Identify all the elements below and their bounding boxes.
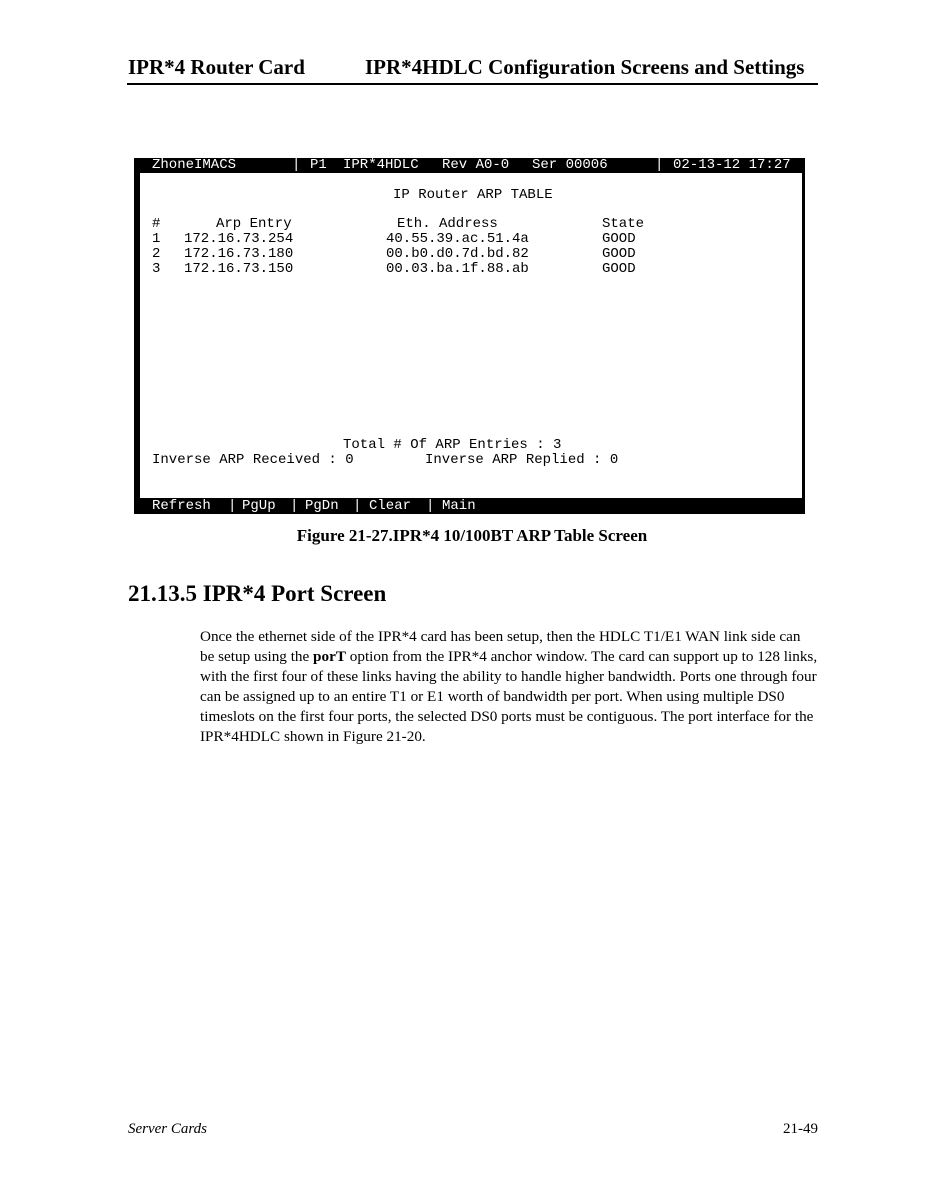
separator: |	[292, 157, 301, 173]
column-header-state: State	[602, 216, 645, 232]
page-number: 21-49	[783, 1121, 818, 1137]
table-row	[152, 247, 802, 262]
separator: |	[426, 498, 435, 514]
serial: Ser 00006	[532, 157, 608, 173]
paragraph-text: option from the IPR*4 anchor window. The card can support up to 128 links, with the first four of these links having the ability to handle higher bandwidth. Ports one through four can be assigned up to an entire T1 or E1 worth of bandwidth per port. When using multiple DS0 timeslots on the first four ports, the selected DS0 ports must be contiguous. The port interface for the IPR*4HDLC shown in Figure 21-20.	[200, 648, 818, 745]
menu-pgup[interactable]: PgUp	[242, 498, 276, 514]
column-header-eth-address: Eth. Address	[397, 216, 498, 232]
row-state: GOOD	[602, 261, 636, 277]
total-entries: Total # Of ARP Entries : 3	[343, 437, 562, 453]
running-header-left: IPR*4 Router Card	[128, 55, 305, 79]
header-rule	[127, 83, 818, 85]
row-eth: 40.55.39.ac.51.4a	[386, 231, 529, 247]
row-ip: 172.16.73.150	[184, 261, 294, 277]
separator: |	[655, 157, 664, 173]
figure-caption: Figure 21-27.IPR*4 10/100BT ARP Table Screen	[296, 526, 648, 545]
section-title: 21.13.5 IPR*4 Port Screen	[128, 581, 387, 606]
inverse-arp-replied: Inverse ARP Replied : 0	[425, 452, 619, 468]
body-paragraph	[200, 627, 818, 747]
row-state: GOOD	[602, 231, 636, 247]
inverse-arp-received: Inverse ARP Received : 0	[152, 452, 354, 468]
row-state: GOOD	[602, 246, 636, 262]
separator: |	[353, 498, 362, 514]
revision: Rev A0-0	[442, 157, 510, 173]
slot-label: P1	[310, 157, 327, 173]
separator: |	[228, 498, 237, 514]
row-ip: 172.16.73.254	[184, 231, 294, 247]
paragraph-text: Once the ethernet side of the IPR*4 card has been setup, then the HDLC T1/E1 WAN link side can be setup using the	[200, 628, 801, 665]
terminal-menu-bar	[140, 498, 802, 514]
row-index: 3	[152, 261, 161, 277]
table-row	[152, 232, 802, 247]
screen-title: IP Router ARP TABLE	[393, 187, 553, 203]
terminal-status-bar	[140, 158, 802, 173]
menu-refresh[interactable]: Refresh	[152, 498, 211, 514]
row-ip: 172.16.73.180	[184, 246, 294, 262]
terminal-screenshot	[134, 158, 805, 514]
column-header-index: #	[152, 216, 161, 232]
separator: |	[290, 498, 299, 514]
running-header-right: IPR*4HDLC Configuration Screens and Settings	[365, 55, 805, 79]
system-name: ZhoneIMACS	[152, 157, 237, 173]
table-header	[152, 217, 802, 232]
row-index: 2	[152, 246, 161, 262]
datetime: 02-13-12 17:27	[673, 157, 791, 173]
row-eth: 00.b0.d0.7d.bd.82	[386, 246, 529, 262]
total-entries-line	[140, 438, 802, 453]
paragraph-bold: porT	[313, 648, 346, 665]
row-index: 1	[152, 231, 161, 247]
footer-left: Server Cards	[128, 1121, 208, 1137]
menu-main[interactable]: Main	[442, 498, 476, 514]
inverse-arp-line	[140, 453, 802, 468]
card-name: IPR*4HDLC	[343, 157, 419, 173]
row-eth: 00.03.ba.1f.88.ab	[386, 261, 529, 277]
menu-pgdn[interactable]: PgDn	[305, 498, 339, 514]
table-row	[152, 262, 802, 277]
menu-clear[interactable]: Clear	[369, 498, 412, 514]
column-header-arp-entry: Arp Entry	[216, 216, 292, 232]
